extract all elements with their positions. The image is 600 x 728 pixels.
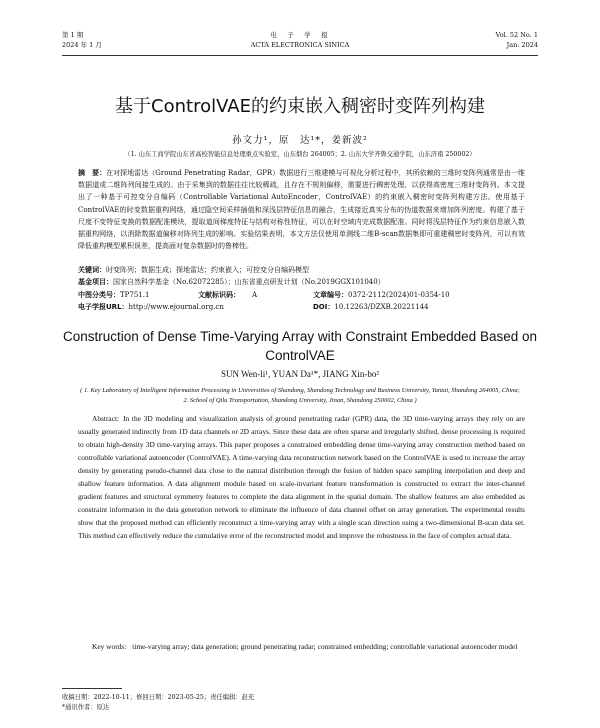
abstract-en-text: In the 3D modeling and visualization analysis of ground penetrating radar (GPR) data, the 3D time-varying arrays they rely on are usually generated indirectly from 1D data channels or 2D arrays. Since these data are often sparse and irregularly shifted, dense processing is required to obtain high-density 3D time-varying arrays. This paper proposes a constrained embedding dense time-varying array construction method based on controllable variational autoencoder (ControlVAE). A time-varying data reconstruction network based on the ControlVAE is used to increase the array density by generating pseudo-channel data close to the natural distribution through the fusion of hidden space sampling interpolation and deep and shallow feature information. A data alignment module based on scale-invariant feature transformation is constructed to extract the inter-channel gradient features and structural symmetry features to complete the data alignment in the spatial domain. The shallow features are also embedded as constraint information in the data generation network to eliminate the influence of data channel offset on array generation. The experimental results show that the proposed method can efficiently reconstruct a time-varying array with a single scan direction using a two-dimensional B-scan data set. This method can effectively reduce the cumulative error of the reconstructed model and improve the robustness in the face of complex actual data. [78, 414, 525, 540]
authors-cn: 孙文力¹，原 达¹*，姜新波² [232, 135, 368, 146]
header-rule [62, 55, 538, 56]
title-cn: 基于ControlVAE的约束嵌入稠密时变阵列构建 [115, 96, 485, 117]
footnote-dates: 收稿日期：2022-10-11；修回日期：2023-05-25；责任编辑：赵充 [62, 694, 255, 701]
abstract-cn [78, 167, 525, 252]
affiliation-en [50, 386, 550, 405]
running-header [62, 30, 538, 56]
keywords-en [78, 640, 525, 653]
header-date-cn: 2024 年 1 月 [62, 41, 102, 49]
title-en: Construction of Dense Time-Varying Array with Constraint Embedded Based on ControlVAE [63, 329, 537, 363]
abstract-en [78, 412, 525, 542]
fund-line [78, 277, 385, 288]
affiliation-en-2: 2. School of Qilu Transportation, Shandong University, Jinan, Shandong 250002, China ) [183, 396, 417, 404]
header-journal-en: ACTA ELECTRONICA SINICA [250, 41, 350, 49]
header-volume [496, 30, 538, 50]
doi-value[interactable]: 10.12263/DZXB.20221144 [334, 303, 429, 311]
doc-code-value: A [252, 291, 258, 299]
doi-label: DOI： [313, 303, 335, 311]
keywords-cn-text: 时变阵列；数据生成；探地雷达；约束嵌入；可控变分自编码模型 [106, 266, 309, 274]
clc-value: TP751.1 [120, 291, 150, 299]
abstract-en-label: Abstract: [92, 414, 120, 423]
authors-en: SUN Wen-li¹, YUAN Da¹*, JIANG Xin-bo² [220, 369, 380, 379]
fund-text: 国家自然科学基金（No.62072285）；山东省重点研发计划（No.2019GGX101040） [113, 278, 385, 286]
classification-line [78, 290, 528, 301]
affiliation-cn: （1. 山东工商学院山东省高校智能信息处理重点实验室，山东烟台 264005；2. 山东大学齐鲁交通学院，山东济南 250002） [124, 151, 476, 158]
doc-code-label: 文献标识码： [198, 291, 240, 299]
affiliation-en-1: ( 1. Key Laboratory of Intelligent Information Processing in Universities of Shandong, Shandong Technology and Business University, Yantai, Shandong 264005, China; [80, 387, 520, 394]
header-journal [62, 30, 538, 50]
clc-label: 中图分类号： [78, 291, 120, 299]
footnote-corresponding: *通讯作者：原达 [62, 703, 110, 711]
keywords-cn-label: 关键词： [78, 266, 106, 274]
footnote-rule [62, 688, 122, 689]
header-issue-number: 第 1 期 [62, 31, 84, 39]
header-journal-cn: 电 子 学 报 [270, 31, 330, 39]
footnote [62, 693, 254, 712]
abstract-cn-label: 摘 要： [78, 169, 107, 177]
header-vol-no: Vol. 52 No. 1 [495, 31, 538, 39]
article-no-value: 0372-2112(2024)01-0354-10 [348, 291, 450, 299]
abstract-cn-text: 在对探地雷达（Ground Penetrating Radar，GPR）数据进行三维建模与可视化分析过程中，其所依赖的三维时变阵列通常是由一维数据道或二维阵列间接生成的。由于采集到的数据往往比较稀疏，且存在不规则偏移，需要进行稠密处理，以获得高密度三维时变阵列。本文提出了一种基于可控变分自编码（Controllable Variational AutoEncoder，ControlVAE）的约束嵌入稠密时变阵列构建方法。使用基于ControlVAE的时变数据重构网络，通过隐空间采样插值和深浅层特征信息的融合，生成接近真实分布的伪道数据来增加阵列密度。构建了基于尺度不变特征变换的数据配准模块，提取道间梯度特征与结构对称性特征，可以在时空域内完成数据配准。同时将浅层特征作为约束信息嵌入数据重构网络，以消除数据道偏移对阵列生成的影响。实验结果表明，本文方法仅使用单测线二维B-scan数据集即可重建稠密时变阵列，可以有效降低重构模型累积误差，提高面对复杂数据时的鲁棒性。 [78, 169, 525, 251]
keywords-cn [78, 265, 309, 276]
keywords-en-label: Key words: [92, 642, 127, 651]
article-no-label: 文章编号： [313, 291, 348, 299]
url-value[interactable]: http://www.ejournal.org.cn [128, 303, 224, 311]
header-date-en: Jan. 2024 [506, 41, 538, 49]
url-label: 电子学报URL： [78, 303, 129, 311]
keywords-en-text: time-varying array; data generation; ground penetrating radar; constrained embedding; controllable variational autoencoder model [132, 642, 518, 651]
fund-label: 基金项目： [78, 278, 113, 286]
url-doi-line [78, 302, 528, 313]
